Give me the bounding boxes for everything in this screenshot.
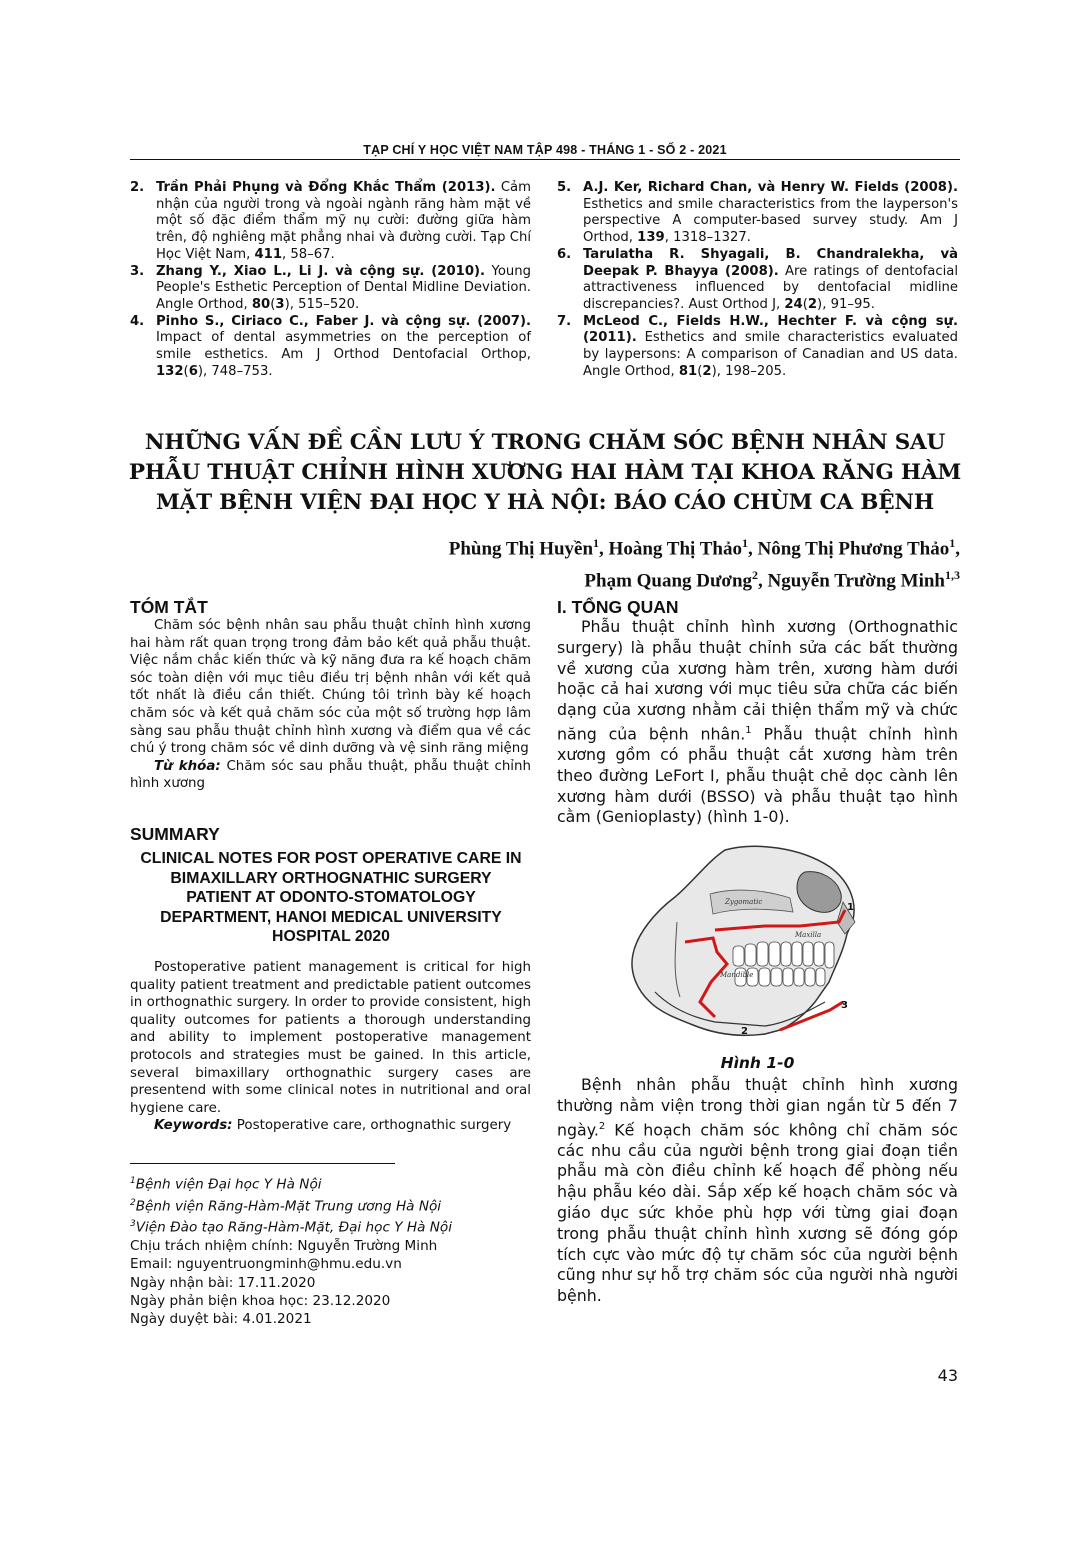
footnote-affiliation [130, 1172, 530, 1194]
footnote-affiliation [130, 1215, 530, 1237]
overview-para1 [557, 617, 958, 828]
reference-pages: ), 198–205. [711, 363, 787, 379]
footnote-text: Bệnh viện Răng-Hàm-Mặt Trung ương Hà Nội [135, 1198, 442, 1215]
abstract-vi-body: Chăm sóc bệnh nhân sau phẫu thuật chỉnh hình xương hai hàm rất quan trọng trong đảm bảo kết quả phẫu thuật. Việc nắm chắc kiến thức và kỹ năng đưa ra kế hoạch chăm sóc toàn diện với mục tiêu điều trị bệnh nhân với kết quả tốt nhất là điều cần thiết. Chúng tôi trình bày kế hoạch chăm sóc và kết quả chăm sóc của một số trường hợp lâm sàng sau phẫu thuật chỉnh hình xương và điểm qua về các chú ý trong chăm sóc về dinh dưỡng và vệ sinh răng miệng [130, 618, 531, 757]
author-name: Hoàng Thị Thảo [608, 538, 742, 560]
overview-text: Phẫu thuật chỉnh hình xương (Orthognathic surgery) là phẫu thuật chỉnh sửa các bất thường về xương của xương hàm trên, xương hàm dưới hoặc cả hai xương với mục tiêu sửa chữa các biến dạng của xương nhằm cải thiện thẩm mỹ và chức năng của bệnh nhân. [557, 617, 958, 744]
overview-heading: I. TỔNG QUAN [557, 597, 679, 617]
article-title: NHỮNG VẤN ĐỀ CẦN LƯU Ý TRONG CHĂM SÓC BỆNH NHÂN SAU PHẪU THUẬT CHỈNH HÌNH XƯƠNG HAI HÀM TẠI KHOA RĂNG HÀM MẶT BỆNH VIỆN ĐẠI HỌC Y HÀ NỘI: BÁO CÁO CHÙM CA BỆNH [128, 430, 962, 515]
author-name: Nông Thị Phương Thảo [757, 538, 950, 560]
overview-text: Phẫu thuật chỉnh hình xương gồm có phẫu thuật cắt xương hàm trên theo đường LeFort I, phẫu thuật chẻ dọc cành lên xương hàm dưới (BSSO) và phẫu thuật tạo hình cằm (Genioplasty) (hình 1-0). [557, 724, 958, 827]
abstract-en-keywords [130, 1117, 531, 1135]
reference-pages: ), 91–95. [817, 296, 875, 312]
summary-heading: SUMMARY [130, 824, 220, 844]
author-affiliation: 1 [949, 536, 956, 550]
abstract-en [130, 959, 531, 1135]
reference-item [130, 180, 531, 264]
reference-item: 7. McLeod C., Fields H.W., Hechter F. và cộng sự. (2011). Esthetics and smile characteristics evaluated by laypersons: A comparison of Canadian and US data. Angle Orthod, 81(2), 198–205. [557, 313, 958, 379]
author-affiliation: 2 [752, 568, 759, 583]
page-number: 43 [937, 1366, 958, 1385]
keywords-label: Từ khóa: [154, 758, 221, 774]
reference-authors: Tarulatha R. Shyagali, B. Chandralekha, và Deepak P. Bhayya (2008). [583, 246, 958, 279]
reference-number: 3. [130, 263, 145, 279]
author-name: Phùng Thị Huyền [448, 538, 594, 560]
label-maxilla: Maxilla [795, 931, 822, 939]
reference-item: 3. Zhang Y., Xiao L., Li J. và cộng sự. (2010). Young People's Esthetic Perception of Dental Midline Deviation. Angle Orthod, 80(3), 515–520. [130, 263, 531, 312]
reference-volume: 132 [156, 363, 184, 379]
header-rule [130, 159, 960, 160]
abstract-vi-keywords [130, 758, 531, 793]
label-2: 2 [741, 1026, 748, 1037]
footnote-affiliation [130, 1194, 530, 1216]
reference-pages: ), 515–520. [284, 296, 360, 312]
keywords-text: Postoperative care, orthognathic surgery [232, 1118, 512, 1134]
author-list [260, 530, 960, 595]
reference-text: Esthetics and smile characteristics from the layperson's perspective A computer-based survey study. Am J Orthod, [583, 196, 958, 246]
summary-title: CLINICAL NOTES FOR POST OPERATIVE CARE IN BIMAXILLARY ORTHOGNATHIC SURGERY PATIENT AT ODONTO-STOMATOLOGY DEPARTMENT, HANOI MEDICAL UNIVERSITY HOSPITAL 2020 [140, 850, 522, 945]
reference-pages: ), 748–753. [197, 363, 273, 379]
author-affiliation: 1 [593, 536, 600, 550]
reference-number: 6. [557, 246, 572, 262]
figure-caption: Hình 1-0 [720, 1054, 795, 1072]
reference-issue: 2 [807, 296, 818, 312]
reference-number: 2. [130, 180, 145, 195]
references-left [130, 180, 531, 380]
author-separator: , [747, 538, 758, 560]
footnote-approved: Ngày duyệt bài: 4.01.2021 [130, 1311, 312, 1328]
reference-volume: 81 [678, 363, 698, 379]
author-name: Phạm Quang Dương [584, 570, 753, 592]
citation-sup: 2 [598, 1120, 606, 1132]
reference-number: 7. [557, 313, 572, 329]
author-separator: , [758, 570, 768, 592]
reference-authors: A.J. Ker, Richard Chan, và Henry W. Fields (2008). [583, 180, 958, 195]
footnote-reviewed: Ngày phản biện khoa học: 23.12.2020 [130, 1292, 391, 1309]
author-name: Nguyễn Trường Minh [767, 570, 945, 592]
keywords-label: Keywords: [154, 1118, 233, 1134]
abstract-vi [130, 617, 531, 793]
journal-header: TẠP CHÍ Y HỌC VIỆT NAM TẬP 498 - THÁNG 1 - SỐ 2 - 2021 [363, 143, 727, 157]
footnote-rule [130, 1163, 395, 1164]
reference-pages: , 1318–1327. [664, 230, 751, 246]
label-1: 1 [847, 902, 854, 913]
reference-item: 6. Tarulatha R. Shyagali, B. Chandralekha, và Deepak P. Bhayya (2008). Are ratings of dentofacial attractiveness influenced by dentofacial midline discrepancies?. Aust Orthod J, 24(2), 91–95. [557, 246, 958, 312]
reference-volume: 80 [251, 296, 271, 312]
reference-volume: 24 [784, 296, 803, 312]
reference-issue: 2 [702, 363, 712, 379]
author-affiliation: 1 [741, 536, 748, 550]
footnote-sup: 3 [130, 1219, 136, 1230]
citation-sup: 1 [745, 724, 752, 736]
footnote-text: Viện Đào tạo Răng-Hàm-Mặt, Đại học Y Hà Nội [135, 1220, 453, 1236]
overview-text: Bệnh nhân phẫu thuật chỉnh hình xương thường nằm viện trong thời gian ngắn từ 5 đến 7 ngày. [557, 1075, 958, 1139]
label-zygomatic: Zygomatic [725, 898, 763, 906]
overview-para2 [557, 1075, 958, 1307]
reference-volume: 139 [637, 230, 665, 246]
abstract-en-body: Postoperative patient management is critical for high quality patient treatment and predictable patient outcomes in orthognathic surgery. In order to provide consistent, high quality outcomes for patients a thorough understanding and ability to implement postoperative management protocols and strategies must be gained. In this article, several bimaxillary orthognathic surgery cases are presentend with some clinical notes in nutritional and oral hygiene care. [130, 960, 531, 1116]
reference-authors: Zhang Y., Xiao L., Li J. và cộng sự. (2010). [156, 263, 486, 279]
reference-item: 4. Pinho S., Ciriaco C., Faber J. và cộng sự. (2007). Impact of dental asymmetries on the perception of smile esthetics. Am J Orthod Dentofacial Orthop, 132(6), 748–753. [130, 313, 531, 379]
reference-issue: 6 [188, 363, 198, 379]
reference-volume: 411 [254, 246, 283, 262]
author-affiliation: 1,3 [945, 568, 960, 583]
footnote-sup: 2 [130, 1197, 136, 1208]
footnote-text: Bệnh viện Đại học Y Hà Nội [135, 1176, 322, 1193]
reference-number: 5. [557, 180, 572, 195]
footnote-email: Email: nguyentruongminh@hmu.edu.vn [130, 1256, 402, 1273]
reference-text: Young People's Esthetic Perception of Dental Midline Deviation. Angle Orthod, [156, 263, 531, 312]
references-right [557, 180, 958, 380]
footnote-responsible: Chịu trách nhiệm chính: Nguyễn Trường Minh [130, 1238, 438, 1255]
reference-text: Cảm nhận của người trong và ngoài ngành răng hàm mặt về một số đặc điểm thẩm mỹ nụ cười: đường giữa hàm trên, độ nghiêng mặt phẳng nhai và đường cười. Tạp Chí Học Việt Nam, [156, 180, 531, 262]
author-separator: , [599, 538, 609, 560]
reference-number: 4. [130, 313, 145, 329]
reference-issue: 3 [275, 296, 285, 312]
reference-authors: McLeod C., Fields H.W., Hechter F. và cộng sự. (2011). [583, 313, 958, 346]
reference-text: Are ratings of dentofacial attractiveness influenced by dentofacial midline discrepancies?. Aust Orthod J, [583, 263, 958, 312]
reference-authors: Pinho S., Ciriaco C., Faber J. và cộng sự. (2007). [156, 313, 531, 329]
reference-item [557, 180, 958, 247]
footnote-received: Ngày nhận bài: 17.11.2020 [130, 1274, 316, 1291]
footnotes [130, 1172, 530, 1328]
skull-figure [615, 842, 865, 1044]
author-separator: , [955, 538, 960, 560]
footnote-sup: 1 [130, 1176, 136, 1186]
overview-text: Kế hoạch chăm sóc không chỉ chăm sóc các nhu cầu của người bệnh trong giai đoạn tiền phẫu mà còn điều chỉnh kế hoạch để phòng nếu hậu phẫu kéo dài. Sắp xếp kế hoạch chăm sóc và giáo dục sức khỏe phù hợp với từng giai đoạn trong phẫu thuật chỉnh hình xương sẽ đóng góp tích cực vào mức độ tự chăm sóc của người bệnh cũng như sự hỗ trợ chăm sóc của người nhà người bệnh. [557, 1119, 958, 1306]
label-3: 3 [841, 1000, 848, 1011]
reference-authors: Trần Phải Phụng và Đổng Khắc Thẩm (2013). [156, 180, 496, 195]
reference-text: Impact of dental asymmetries on the perception of smile esthetics. Am J Orthod Dentofacial Orthop, [156, 330, 531, 363]
keywords-text: Chăm sóc sau phẫu thuật, phẫu thuật chỉnh hình xương [130, 758, 531, 792]
reference-pages: , 58–67. [282, 246, 335, 262]
reference-text: Esthetics and smile characteristics evaluated by laypersons: A comparison of Canadian and US data. Angle Orthod, [583, 330, 958, 379]
label-mandible: Mandible [720, 971, 754, 979]
abstract-vi-heading: TÓM TẮT [130, 597, 208, 617]
